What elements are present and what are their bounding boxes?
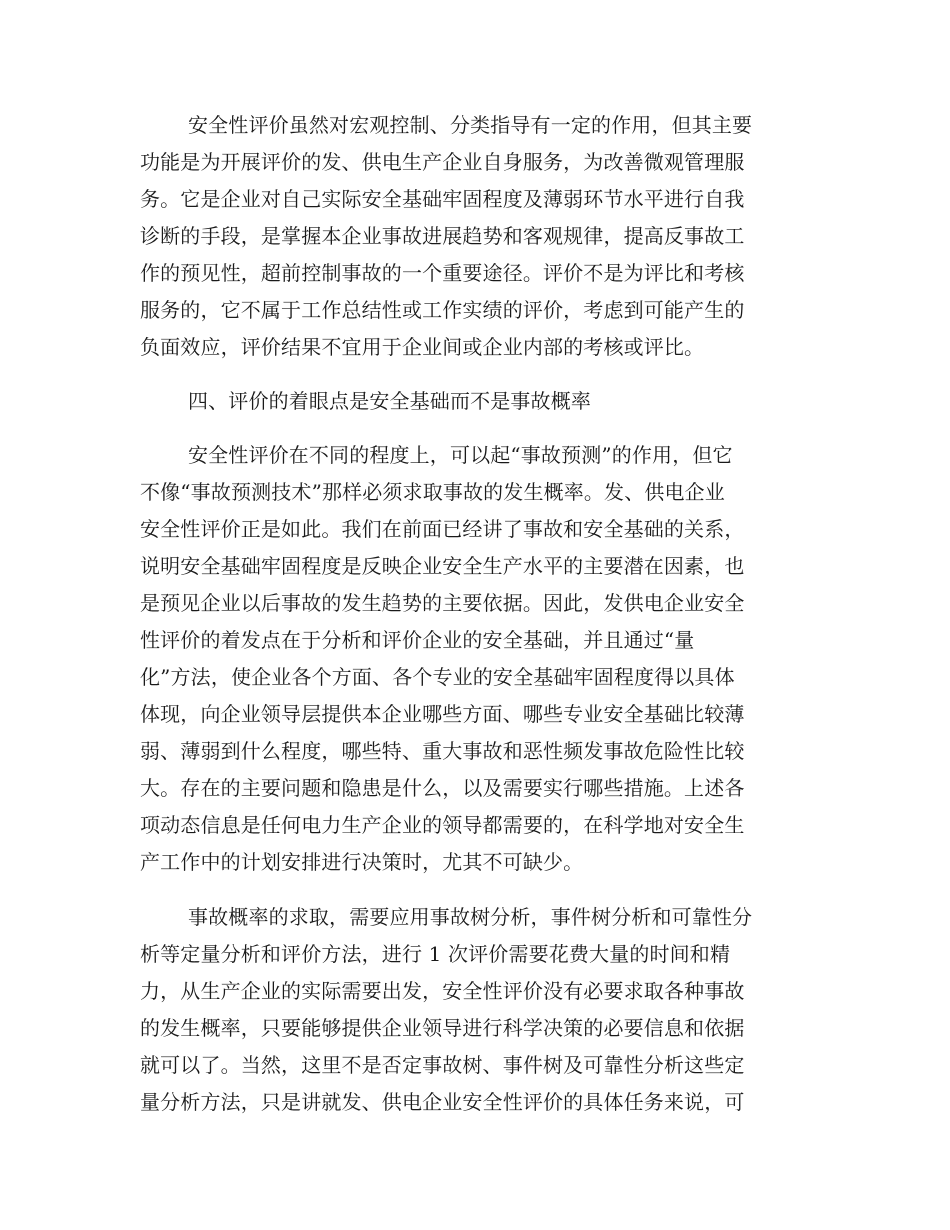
paragraph-2-line-10: 大。存在的主要问题和隐患是什么，以及需要实行哪些措施。上述各 [140,776,745,800]
paragraph-2-line-3: 安全性评价正是如此。我们在前面已经讲了事故和安全基础的关系， [140,517,745,541]
paragraph-2-line-8: 体现，向企业领导层提供本企业哪些方面、哪些专业安全基础比较薄 [140,702,745,726]
paragraph-2-line-4: 说明安全基础牢固程度是反映企业安全生产水平的主要潜在因素，也 [140,554,745,578]
paragraph-2-line-5: 是预见企业以后事故的发生趋势的主要依据。因此，发供电企业安全 [140,591,745,615]
paragraph-2-line-7: 化”方法，使企业各个方面、各个专业的安全基础牢固程度得以具体 [140,665,735,689]
paragraph-1-line-7: 负面效应，评价结果不宜用于企业间或企业内部的考核或评比。 [140,335,705,359]
section-heading: 四、评价的着眼点是安全基础而不是事故概率 [188,389,591,413]
paragraph-3-line-5: 就可以了。当然，这里不是否定事故树、事件树及可靠性分析这些定 [140,1053,745,1077]
paragraph-1-line-5: 作的预见性，超前控制事故的一个重要途径。评价不是为评比和考核 [140,261,745,285]
paragraph-2-line-12: 产工作中的计划安排进行决策时，尤其不可缺少。 [140,850,584,874]
paragraph-3-line-2: 析等定量分析和评价方法，进行 1 次评价需要花费大量的时间和精 [140,942,731,966]
paragraph-2-line-9: 弱、薄弱到什么程度，哪些特、重大事故和恶性频发事故危险性比较 [140,739,745,763]
paragraph-2-line-1: 安全性评价在不同的程度上，可以起“事故预测”的作用，但它 [188,443,733,467]
paragraph-2-line-6: 性评价的着发点在于分析和评价企业的安全基础，并且通过“量 [140,628,695,652]
paragraph-1-line-4: 诊断的手段，是掌握本企业事故进展趋势和客观规律，提高反事故工 [140,224,745,248]
paragraph-3-line-4: 的发生概率，只要能够提供企业领导进行科学决策的必要信息和依据 [140,1016,745,1040]
paragraph-1-line-6: 服务的，它不属于工作总结性或工作实绩的评价，考虑到可能产生的 [140,298,745,322]
paragraph-3-line-6: 量分析方法，只是讲就发、供电企业安全性评价的具体任务来说，可 [140,1090,745,1114]
paragraph-2-line-11: 项动态信息是任何电力生产企业的领导都需要的，在科学地对安全生 [140,813,745,837]
paragraph-1-line-2: 功能是为开展评价的发、供电生产企业自身服务，为改善微观管理服 [140,150,745,174]
paragraph-3-line-3: 力，从生产企业的实际需要出发，安全性评价没有必要求取各种事故 [140,979,745,1003]
paragraph-3-line-1: 事故概率的求取，需要应用事故树分析，事件树分析和可靠性分 [188,905,753,929]
paragraph-1-line-3: 务。它是企业对自己实际安全基础牢固程度及薄弱环节水平进行自我 [140,187,745,211]
paragraph-1-line-1: 安全性评价虽然对宏观控制、分类指导有一定的作用，但其主要 [188,113,753,137]
paragraph-2-line-2: 不像“事故预测技术”那样必须求取事故的发生概率。发、供电企业 [140,480,725,504]
